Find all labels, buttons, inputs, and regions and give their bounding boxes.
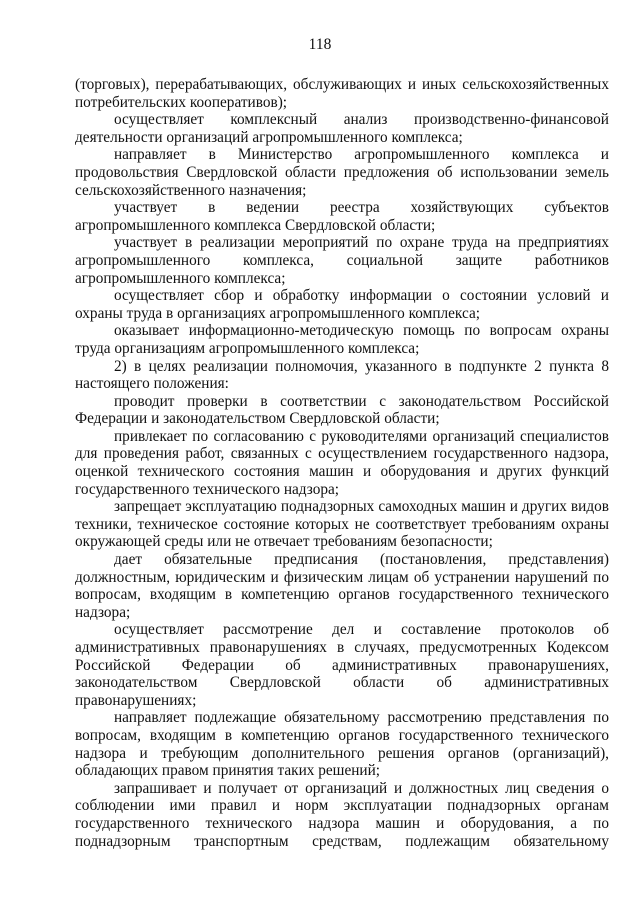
paragraph: 2) в целях реализации полномочия, указанного в подпункте 2 пункта 8 настоящего положения: [75, 357, 609, 393]
paragraph: оказывает информационно-методическую помощь по вопросам охраны труда организациям агропромышленного комплекса; [75, 322, 609, 357]
paragraph: дает обязательные предписания (постановления, представления) должностным, юридическим и физическим лицам об устранении нарушений по вопросам, входящим в компетенцию органов государственного технического надзора; [75, 551, 609, 621]
paragraph: проводит проверки в соответствии с законодательством Российской Федерации и законодательством Свердловской области; [75, 392, 609, 428]
paragraph: участвует в ведении реестра хозяйствующих субъектов агропромышленного комплекса Свердловской области; [75, 199, 609, 234]
paragraph: направляет в Министерство агропромышленного комплекса и продовольствия Свердловской области предложения об использовании земель сельскохозяйственного назначения; [75, 146, 609, 199]
paragraph: запрашивает и получает от организаций и должностных лиц сведения о соблюдении ими правил и норм эксплуатации поднадзорных органам государственного технического надзора машин и оборудования, а по поднадзорным транспортным средствам, подлежащим обязательному [75, 779, 609, 850]
paragraph: участвует в реализации мероприятий по охране труда на предприятиях агропромышленного комплекса, социальной защите работников агропромышленного комплекса; [75, 234, 609, 287]
paragraph: направляет подлежащие обязательному рассмотрению представления по вопросам, входящим в компетенцию органов государственного технического надзора и требующим дополнительного решения органов (организаций), обладающих правом принятия таких решений; [75, 709, 609, 780]
paragraph: осуществляет комплексный анализ производственно-финансовой деятельности организаций агропромышленного комплекса; [75, 111, 609, 146]
paragraph: (торговых), перерабатывающих, обслуживающих и иных сельскохозяйственных потребительских кооперативов); [75, 76, 609, 111]
paragraph: запрещает эксплуатацию поднадзорных самоходных машин и других видов техники, техническое состояние которых не соответствует требованиям охраны окружающей среды или не отвечает требованиям безопасности; [75, 498, 609, 551]
page-number: 118 [308, 36, 332, 53]
document-body [75, 76, 609, 850]
paragraph: осуществляет сбор и обработку информации о состоянии условий и охраны труда в организациях агропромышленного комплекса; [75, 287, 609, 322]
paragraph: привлекает по согласованию с руководителями организаций специалистов для проведения работ, связанных с осуществлением государственного надзора, оценкой технического состояния машин и оборудования и других функций государственного технического надзора; [75, 427, 609, 498]
paragraph: осуществляет рассмотрение дел и составление протоколов об административных правонарушениях в случаях, предусмотренных Кодексом Российской Федерации об административных правонарушениях, законодательством Свердловской области об административных правонарушениях; [75, 621, 609, 709]
